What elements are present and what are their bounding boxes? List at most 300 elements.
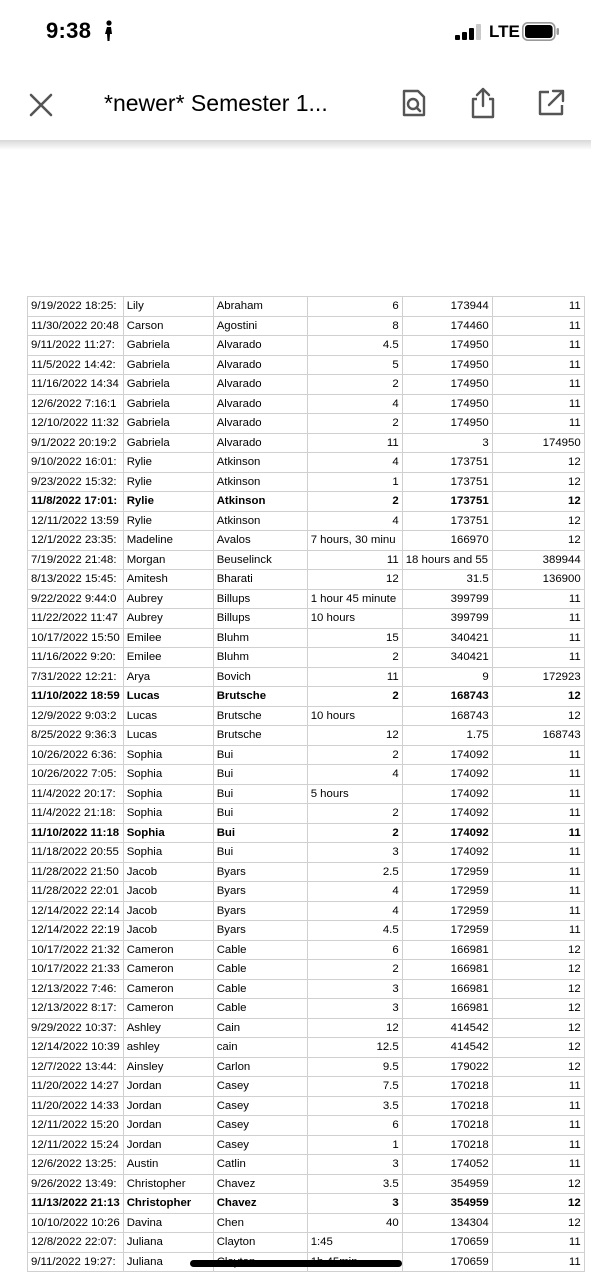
table-cell[interactable]: 179022 — [402, 1057, 492, 1077]
table-cell[interactable]: Atkinson — [213, 492, 307, 512]
table-cell[interactable]: 12.5 — [307, 1038, 402, 1058]
table-cell[interactable]: 9 — [402, 667, 492, 687]
table-cell[interactable]: 4 — [307, 394, 402, 414]
table-cell[interactable]: 168743 — [492, 726, 584, 746]
table-cell[interactable]: 136900 — [492, 570, 584, 590]
table-cell[interactable]: Clayton — [213, 1233, 307, 1253]
table-cell[interactable]: 3 — [307, 999, 402, 1019]
table-cell[interactable]: 168743 — [402, 706, 492, 726]
table-cell[interactable]: 11 — [307, 667, 402, 687]
table-cell[interactable]: 2 — [307, 375, 402, 395]
table-cell[interactable]: 11 — [492, 394, 584, 414]
table-cell[interactable]: Bui — [213, 765, 307, 785]
table-cell[interactable]: Jacob — [123, 901, 213, 921]
table-cell[interactable]: 11 — [492, 804, 584, 824]
table-cell[interactable]: Madeline — [123, 531, 213, 551]
table-cell[interactable]: Beuselinck — [213, 550, 307, 570]
table-cell[interactable]: 11/4/2022 20:17: — [28, 784, 124, 804]
table-cell[interactable]: 9/11/2022 19:27: — [28, 1252, 124, 1272]
table-cell[interactable]: 12/14/2022 10:39 — [28, 1038, 124, 1058]
table-cell[interactable]: 399799 — [402, 589, 492, 609]
table-cell[interactable]: 12 — [492, 472, 584, 492]
table-cell[interactable]: 174092 — [402, 843, 492, 863]
table-cell[interactable]: 11 — [492, 589, 584, 609]
table-cell[interactable]: 40 — [307, 1213, 402, 1233]
table-cell[interactable]: 10/17/2022 21:33 — [28, 960, 124, 980]
table-cell[interactable]: Morgan — [123, 550, 213, 570]
table-cell[interactable]: 7.5 — [307, 1077, 402, 1097]
table-cell[interactable]: Chavez — [213, 1194, 307, 1214]
table-cell[interactable]: 12/14/2022 22:14 — [28, 901, 124, 921]
table-cell[interactable]: 4 — [307, 765, 402, 785]
table-cell[interactable]: Byars — [213, 862, 307, 882]
table-cell[interactable]: 12 — [492, 960, 584, 980]
table-cell[interactable]: 11 — [492, 297, 584, 317]
table-cell[interactable]: Bui — [213, 843, 307, 863]
table-cell[interactable]: 11 — [492, 1155, 584, 1175]
table-cell[interactable]: Byars — [213, 901, 307, 921]
table-cell[interactable]: 12/9/2022 9:03:2 — [28, 706, 124, 726]
table-cell[interactable]: 174950 — [402, 355, 492, 375]
table-cell[interactable]: Casey — [213, 1116, 307, 1136]
table-cell[interactable]: 12 — [307, 1018, 402, 1038]
table-cell[interactable]: 10/26/2022 7:05: — [28, 765, 124, 785]
table-cell[interactable]: 11/13/2022 21:13 — [28, 1194, 124, 1214]
table-cell[interactable]: 399799 — [402, 609, 492, 629]
table-cell[interactable]: 9/26/2022 13:49: — [28, 1174, 124, 1194]
table-cell[interactable]: Gabriela — [123, 414, 213, 434]
table-cell[interactable]: Carlon — [213, 1057, 307, 1077]
table-cell[interactable]: 11/28/2022 21:50 — [28, 862, 124, 882]
table-cell[interactable]: Alvarado — [213, 394, 307, 414]
table-cell[interactable]: 4.5 — [307, 921, 402, 941]
table-cell[interactable]: 3 — [307, 1194, 402, 1214]
home-indicator[interactable] — [190, 1260, 402, 1267]
table-cell[interactable]: 172923 — [492, 667, 584, 687]
table-cell[interactable]: 414542 — [402, 1038, 492, 1058]
table-cell[interactable]: 174092 — [402, 804, 492, 824]
table-cell[interactable]: 2 — [307, 823, 402, 843]
table-cell[interactable]: 173751 — [402, 492, 492, 512]
table-cell[interactable]: 172959 — [402, 921, 492, 941]
table-cell[interactable]: 174460 — [402, 316, 492, 336]
table-cell[interactable]: Davina — [123, 1213, 213, 1233]
table-cell[interactable]: 11/16/2022 9:20: — [28, 648, 124, 668]
table-cell[interactable]: 7/19/2022 21:48: — [28, 550, 124, 570]
table-cell[interactable]: Casey — [213, 1077, 307, 1097]
table-cell[interactable]: 174950 — [402, 394, 492, 414]
table-cell[interactable]: 12 — [492, 979, 584, 999]
table-cell[interactable]: 9/23/2022 15:32: — [28, 472, 124, 492]
table-cell[interactable]: 5 hours — [307, 784, 402, 804]
table-cell[interactable]: Rylie — [123, 453, 213, 473]
table-cell[interactable]: 12 — [492, 453, 584, 473]
table-cell[interactable]: Avalos — [213, 531, 307, 551]
table-cell[interactable]: 7 hours, 30 minu — [307, 531, 402, 551]
table-cell[interactable]: Bui — [213, 823, 307, 843]
table-cell[interactable]: 12/6/2022 13:25: — [28, 1155, 124, 1175]
table-cell[interactable]: 174950 — [402, 414, 492, 434]
table-cell[interactable]: 354959 — [402, 1174, 492, 1194]
table-cell[interactable]: 11/4/2022 21:18: — [28, 804, 124, 824]
table-cell[interactable]: Jacob — [123, 862, 213, 882]
table-cell[interactable]: 6 — [307, 297, 402, 317]
table-cell[interactable]: 12 — [492, 999, 584, 1019]
table-cell[interactable]: Alvarado — [213, 336, 307, 356]
table-cell[interactable]: 12 — [492, 940, 584, 960]
table-cell[interactable]: 10/17/2022 21:32 — [28, 940, 124, 960]
table-cell[interactable]: 4 — [307, 882, 402, 902]
table-cell[interactable]: 340421 — [402, 628, 492, 648]
table-cell[interactable]: Amitesh — [123, 570, 213, 590]
share-icon[interactable] — [466, 86, 500, 120]
table-cell[interactable]: 11 — [492, 1135, 584, 1155]
table-cell[interactable]: Casey — [213, 1096, 307, 1116]
table-cell[interactable]: 11/10/2022 18:59 — [28, 687, 124, 707]
table-cell[interactable]: 4 — [307, 511, 402, 531]
table-cell[interactable]: 12 — [492, 1038, 584, 1058]
table-cell[interactable]: 11 — [307, 433, 402, 453]
table-cell[interactable]: 166970 — [402, 531, 492, 551]
table-cell[interactable]: Sophia — [123, 804, 213, 824]
table-cell[interactable]: 15 — [307, 628, 402, 648]
table-cell[interactable]: 11 — [492, 414, 584, 434]
table-cell[interactable]: 170218 — [402, 1135, 492, 1155]
table-cell[interactable]: Gabriela — [123, 375, 213, 395]
table-cell[interactable]: Bui — [213, 784, 307, 804]
table-cell[interactable]: 6 — [307, 940, 402, 960]
table-cell[interactable]: 11 — [492, 1252, 584, 1272]
table-cell[interactable]: 11 — [492, 784, 584, 804]
table-cell[interactable]: 18 hours and 55 — [402, 550, 492, 570]
table-cell[interactable]: 170218 — [402, 1077, 492, 1097]
table-cell[interactable]: 1 — [307, 1135, 402, 1155]
table-cell[interactable]: 10/26/2022 6:36: — [28, 745, 124, 765]
table-cell[interactable]: 172959 — [402, 862, 492, 882]
table-cell[interactable]: 11 — [307, 550, 402, 570]
table-cell[interactable]: 4 — [307, 453, 402, 473]
table-cell[interactable]: Arya — [123, 667, 213, 687]
table-cell[interactable]: 12 — [492, 1174, 584, 1194]
table-cell[interactable]: 12 — [492, 1057, 584, 1077]
table-cell[interactable]: ashley — [123, 1038, 213, 1058]
table-cell[interactable]: 11 — [492, 745, 584, 765]
table-cell[interactable]: Rylie — [123, 511, 213, 531]
table-cell[interactable]: Cable — [213, 979, 307, 999]
table-cell[interactable]: Alvarado — [213, 375, 307, 395]
table-cell[interactable]: 1 hour 45 minute — [307, 589, 402, 609]
table-cell[interactable]: 10 hours — [307, 706, 402, 726]
table-cell[interactable]: 11 — [492, 1096, 584, 1116]
table-cell[interactable]: 2 — [307, 745, 402, 765]
table-cell[interactable]: 12 — [492, 1194, 584, 1214]
table-cell[interactable]: 3 — [307, 843, 402, 863]
table-cell[interactable]: 11/5/2022 14:42: — [28, 355, 124, 375]
table-cell[interactable]: 166981 — [402, 940, 492, 960]
table-cell[interactable]: 173751 — [402, 472, 492, 492]
table-cell[interactable]: Cable — [213, 999, 307, 1019]
table-cell[interactable]: 4.5 — [307, 336, 402, 356]
table-cell[interactable]: 12/8/2022 22:07: — [28, 1233, 124, 1253]
table-cell[interactable]: 2 — [307, 804, 402, 824]
table-cell[interactable]: Cain — [213, 1018, 307, 1038]
table-cell[interactable]: 12 — [492, 1018, 584, 1038]
table-cell[interactable]: 166981 — [402, 960, 492, 980]
table-cell[interactable]: 172959 — [402, 901, 492, 921]
table-cell[interactable]: 12/13/2022 7:46: — [28, 979, 124, 999]
table-cell[interactable]: 12/13/2022 8:17: — [28, 999, 124, 1019]
table-cell[interactable]: Bui — [213, 745, 307, 765]
table-cell[interactable]: Gabriela — [123, 355, 213, 375]
table-cell[interactable]: 6 — [307, 1116, 402, 1136]
table-cell[interactable]: 170659 — [402, 1252, 492, 1272]
table-cell[interactable]: Jordan — [123, 1116, 213, 1136]
table-cell[interactable]: Alvarado — [213, 433, 307, 453]
close-icon[interactable] — [24, 88, 58, 122]
document-search-icon[interactable] — [397, 86, 431, 120]
table-cell[interactable]: Jacob — [123, 882, 213, 902]
table-cell[interactable]: 12 — [492, 687, 584, 707]
table-cell[interactable]: 12 — [492, 531, 584, 551]
table-cell[interactable]: 12/11/2022 15:24 — [28, 1135, 124, 1155]
table-cell[interactable]: 11 — [492, 375, 584, 395]
table-cell[interactable]: 3.5 — [307, 1096, 402, 1116]
table-cell[interactable]: 174092 — [402, 784, 492, 804]
table-cell[interactable]: 12 — [307, 726, 402, 746]
table-cell[interactable]: 9/11/2022 11:27: — [28, 336, 124, 356]
table-cell[interactable]: Cameron — [123, 979, 213, 999]
table-cell[interactable]: 4 — [307, 901, 402, 921]
table-cell[interactable]: Jacob — [123, 921, 213, 941]
open-external-icon[interactable] — [534, 86, 568, 120]
table-cell[interactable]: Atkinson — [213, 453, 307, 473]
table-cell[interactable]: 8/25/2022 9:36:3 — [28, 726, 124, 746]
table-cell[interactable]: Agostini — [213, 316, 307, 336]
table-cell[interactable]: Bui — [213, 804, 307, 824]
table-cell[interactable]: Gabriela — [123, 394, 213, 414]
table-cell[interactable]: Bluhm — [213, 628, 307, 648]
table-cell[interactable]: Jordan — [123, 1135, 213, 1155]
table-cell[interactable]: Lucas — [123, 726, 213, 746]
table-cell[interactable]: 172959 — [402, 882, 492, 902]
table-cell[interactable]: 2 — [307, 648, 402, 668]
table-cell[interactable]: 11 — [492, 843, 584, 863]
table-cell[interactable]: Alvarado — [213, 355, 307, 375]
table-cell[interactable]: 9/1/2022 20:19:2 — [28, 433, 124, 453]
table-cell[interactable]: Lucas — [123, 706, 213, 726]
table-cell[interactable]: 2 — [307, 414, 402, 434]
table-cell[interactable]: Cameron — [123, 940, 213, 960]
table-cell[interactable]: Casey — [213, 1135, 307, 1155]
table-cell[interactable]: 12/6/2022 7:16:1 — [28, 394, 124, 414]
table-cell[interactable]: Billups — [213, 609, 307, 629]
table-cell[interactable]: 8 — [307, 316, 402, 336]
table-cell[interactable]: 11 — [492, 609, 584, 629]
table-cell[interactable]: 11 — [492, 862, 584, 882]
table-cell[interactable]: 12 — [492, 1213, 584, 1233]
table-cell[interactable]: 12 — [492, 492, 584, 512]
table-cell[interactable]: Rylie — [123, 472, 213, 492]
table-cell[interactable]: 11 — [492, 355, 584, 375]
table-cell[interactable]: 9.5 — [307, 1057, 402, 1077]
table-cell[interactable]: Gabriela — [123, 433, 213, 453]
table-cell[interactable]: Brutsche — [213, 726, 307, 746]
table-cell[interactable]: Cable — [213, 960, 307, 980]
table-cell[interactable]: Chen — [213, 1213, 307, 1233]
table-cell[interactable]: 10/10/2022 10:26 — [28, 1213, 124, 1233]
table-cell[interactable]: 340421 — [402, 648, 492, 668]
table-cell[interactable]: 2 — [307, 492, 402, 512]
table-cell[interactable]: 11 — [492, 1116, 584, 1136]
table-cell[interactable]: 166981 — [402, 979, 492, 999]
table-cell[interactable]: Sophia — [123, 765, 213, 785]
table-cell[interactable]: 11/20/2022 14:27 — [28, 1077, 124, 1097]
table-cell[interactable]: Brutsche — [213, 687, 307, 707]
table-cell[interactable]: 11 — [492, 765, 584, 785]
table-cell[interactable]: 12 — [492, 511, 584, 531]
table-cell[interactable]: 11/22/2022 11:47 — [28, 609, 124, 629]
table-cell[interactable]: 173944 — [402, 297, 492, 317]
table-cell[interactable]: 10/17/2022 15:50 — [28, 628, 124, 648]
table-cell[interactable]: 2 — [307, 687, 402, 707]
table-cell[interactable]: 174092 — [402, 745, 492, 765]
table-cell[interactable]: 170218 — [402, 1096, 492, 1116]
table-cell[interactable]: Alvarado — [213, 414, 307, 434]
table-cell[interactable]: Brutsche — [213, 706, 307, 726]
table-cell[interactable]: 12/10/2022 11:32 — [28, 414, 124, 434]
table-cell[interactable]: 414542 — [402, 1018, 492, 1038]
table-cell[interactable]: 12/7/2022 13:44: — [28, 1057, 124, 1077]
table-cell[interactable]: Sophia — [123, 823, 213, 843]
table-cell[interactable]: 11 — [492, 901, 584, 921]
table-cell[interactable]: 5 — [307, 355, 402, 375]
table-cell[interactable]: Jordan — [123, 1077, 213, 1097]
table-cell[interactable]: Lucas — [123, 687, 213, 707]
table-cell[interactable]: 3 — [307, 1155, 402, 1175]
table-cell[interactable]: Ainsley — [123, 1057, 213, 1077]
table-cell[interactable]: 11/8/2022 17:01: — [28, 492, 124, 512]
table-cell[interactable]: 8/13/2022 15:45: — [28, 570, 124, 590]
table-cell[interactable]: Bharati — [213, 570, 307, 590]
table-cell[interactable]: 9/29/2022 10:37: — [28, 1018, 124, 1038]
table-cell[interactable]: Catlin — [213, 1155, 307, 1175]
table-cell[interactable]: Christopher — [123, 1174, 213, 1194]
table-cell[interactable]: 12/11/2022 13:59 — [28, 511, 124, 531]
table-cell[interactable]: 173751 — [402, 453, 492, 473]
table-cell[interactable]: 12 — [492, 706, 584, 726]
table-cell[interactable]: Carson — [123, 316, 213, 336]
table-cell[interactable]: 9/10/2022 16:01: — [28, 453, 124, 473]
table-cell[interactable]: 11 — [492, 921, 584, 941]
table-cell[interactable]: 354959 — [402, 1194, 492, 1214]
table-cell[interactable]: 3 — [402, 433, 492, 453]
table-cell[interactable]: 9/22/2022 9:44:0 — [28, 589, 124, 609]
table-cell[interactable]: 12/14/2022 22:19 — [28, 921, 124, 941]
table-cell[interactable]: 11 — [492, 1233, 584, 1253]
table-cell[interactable]: 11/16/2022 14:34 — [28, 375, 124, 395]
table-cell[interactable]: 10 hours — [307, 609, 402, 629]
table-cell[interactable]: Byars — [213, 921, 307, 941]
table-cell[interactable]: Aubrey — [123, 609, 213, 629]
table-cell[interactable]: 11/10/2022 11:18 — [28, 823, 124, 843]
table-cell[interactable]: Bovich — [213, 667, 307, 687]
table-cell[interactable]: Cable — [213, 940, 307, 960]
table-cell[interactable]: 2.5 — [307, 862, 402, 882]
table-cell[interactable]: Gabriela — [123, 336, 213, 356]
table-cell[interactable]: 174092 — [402, 765, 492, 785]
table-cell[interactable]: 173751 — [402, 511, 492, 531]
table-cell[interactable]: Byars — [213, 882, 307, 902]
table-cell[interactable]: 174950 — [402, 336, 492, 356]
table-cell[interactable]: Emilee — [123, 648, 213, 668]
table-cell[interactable]: 174950 — [402, 375, 492, 395]
table-cell[interactable]: 1:45 — [307, 1233, 402, 1253]
table-cell[interactable]: 12/11/2022 15:20 — [28, 1116, 124, 1136]
table-cell[interactable]: Abraham — [213, 297, 307, 317]
table-cell[interactable]: 11/20/2022 14:33 — [28, 1096, 124, 1116]
table-cell[interactable]: 174052 — [402, 1155, 492, 1175]
table-cell[interactable]: 11 — [492, 316, 584, 336]
table-cell[interactable]: 11 — [492, 648, 584, 668]
table-cell[interactable]: Atkinson — [213, 511, 307, 531]
table-cell[interactable]: 11/18/2022 20:55 — [28, 843, 124, 863]
table-cell[interactable]: Rylie — [123, 492, 213, 512]
table-cell[interactable]: 3 — [307, 979, 402, 999]
table-cell[interactable]: 11 — [492, 628, 584, 648]
table-cell[interactable]: Sophia — [123, 784, 213, 804]
table-cell[interactable]: 174950 — [492, 433, 584, 453]
table-cell[interactable]: 170218 — [402, 1116, 492, 1136]
table-cell[interactable]: Christopher — [123, 1194, 213, 1214]
table-cell[interactable]: Emilee — [123, 628, 213, 648]
table-cell[interactable]: Jordan — [123, 1096, 213, 1116]
table-cell[interactable]: Bluhm — [213, 648, 307, 668]
table-cell[interactable]: Sophia — [123, 843, 213, 863]
table-cell[interactable]: 9/19/2022 18:25: — [28, 297, 124, 317]
table-cell[interactable]: 11/28/2022 22:01 — [28, 882, 124, 902]
table-cell[interactable]: cain — [213, 1038, 307, 1058]
table-cell[interactable]: 12 — [307, 570, 402, 590]
table-cell[interactable]: 7/31/2022 12:21: — [28, 667, 124, 687]
table-cell[interactable]: Aubrey — [123, 589, 213, 609]
table-cell[interactable]: 389944 — [492, 550, 584, 570]
table-cell[interactable]: 134304 — [402, 1213, 492, 1233]
table-cell[interactable]: Juliana — [123, 1252, 213, 1272]
table-cell[interactable]: 11/30/2022 20:48 — [28, 316, 124, 336]
table-cell[interactable]: Chavez — [213, 1174, 307, 1194]
table-cell[interactable]: 170659 — [402, 1233, 492, 1253]
table-cell[interactable]: Billups — [213, 589, 307, 609]
table-cell[interactable]: 31.5 — [402, 570, 492, 590]
table-cell[interactable]: 11 — [492, 882, 584, 902]
table-cell[interactable]: 168743 — [402, 687, 492, 707]
table-cell[interactable]: Cameron — [123, 999, 213, 1019]
table-cell[interactable]: 166981 — [402, 999, 492, 1019]
table-cell[interactable]: 12/1/2022 23:35: — [28, 531, 124, 551]
table-cell[interactable]: 3.5 — [307, 1174, 402, 1194]
table-cell[interactable]: Lily — [123, 297, 213, 317]
table-cell[interactable]: 174092 — [402, 823, 492, 843]
table-cell[interactable]: Austin — [123, 1155, 213, 1175]
table-cell[interactable]: Cameron — [123, 960, 213, 980]
table-cell[interactable]: 1.75 — [402, 726, 492, 746]
table-cell[interactable]: 1 — [307, 472, 402, 492]
table-cell[interactable]: Ashley — [123, 1018, 213, 1038]
table-cell[interactable]: 11 — [492, 336, 584, 356]
table-cell[interactable]: Atkinson — [213, 472, 307, 492]
table-cell[interactable]: 11 — [492, 1077, 584, 1097]
table-cell[interactable]: Juliana — [123, 1233, 213, 1253]
